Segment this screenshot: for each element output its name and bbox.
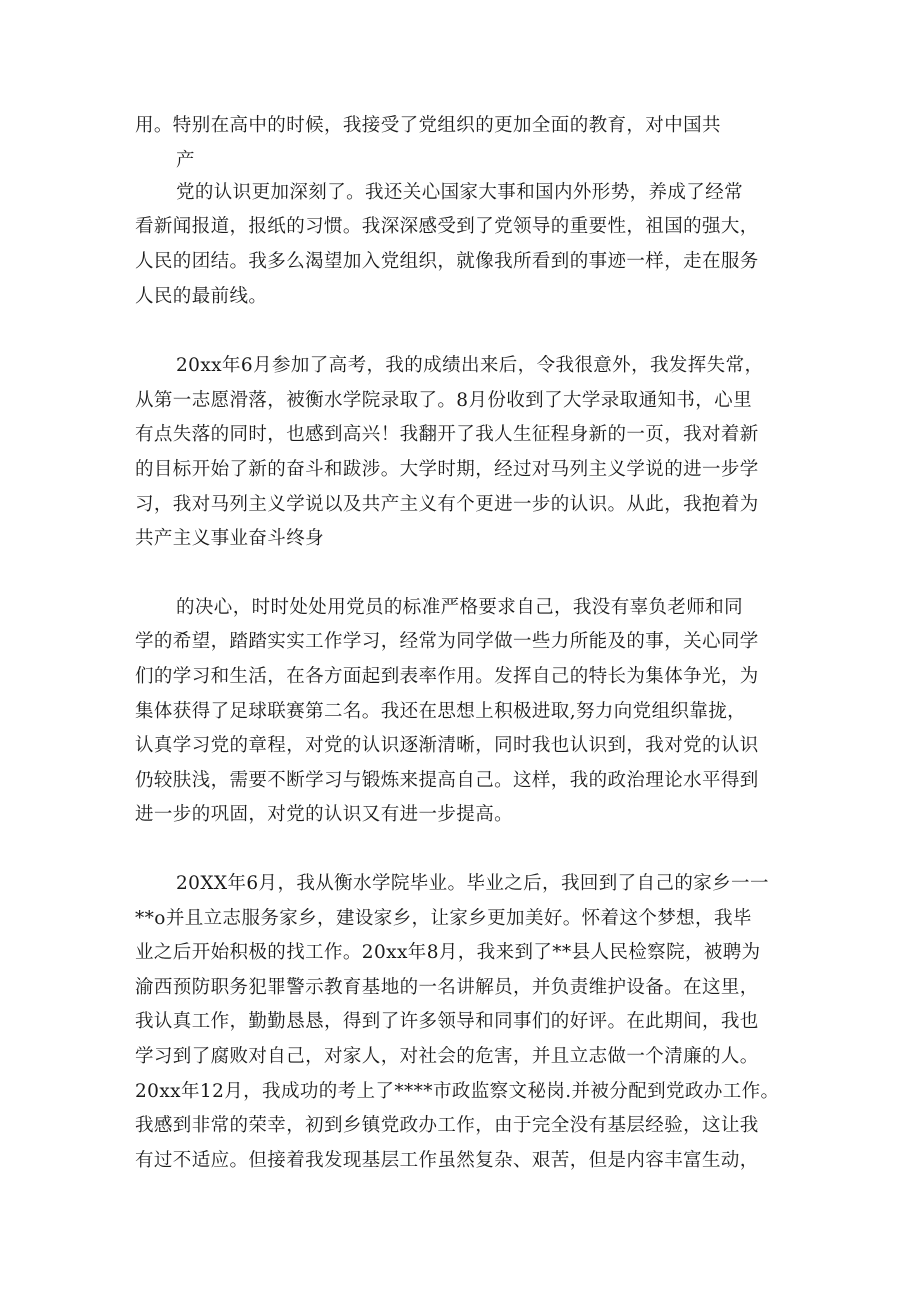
text-line: **o并且立志服务家乡，建设家乡，让家乡更加美好。怀着这个梦想，我毕: [135, 908, 752, 929]
text-line: 进一步的巩固，对党的认识又有进一步提高。: [135, 804, 514, 825]
text-line: 习，我对马列主义学说以及共产主义有个更进一步的认识。从此，我抱着为: [135, 494, 759, 515]
text-line: 认真学习党的章程，对党的认识逐渐清晰，同时我也认识到，我对党的认识: [135, 735, 759, 756]
paragraph-first-line: 的决心，时时处处用党员的标准严格要求自己，我没有辜负老师和同: [176, 597, 744, 618]
text-line: 人民的最前线。: [135, 286, 268, 307]
text-line: 我认真工作，勤勤恳恳，得到了许多领导和同事们的好评。在此期间，我也: [135, 1011, 759, 1032]
paragraph-first-line: 20xx年6月参加了高考，我的成绩出来后，令我很意外，我发挥失常，: [176, 355, 764, 376]
text-line: 人民的团结。我多么渴望加入党组织，就像我所看到的事迹一样，走在服务: [135, 251, 759, 272]
text-line: 集体获得了足球联赛第二名。我还在思想上积极进取,努力向党组织靠拢，: [135, 701, 747, 722]
text-line: 学的希望，踏踏实实工作学习，经常为同学做一些力所能及的事，关心同学: [135, 631, 759, 652]
text-line: 我感到非常的荣幸，初到乡镇党政办工作，由于完全没有基层经验，这让我: [135, 1115, 759, 1136]
text-line: 的目标开始了新的奋斗和跋涉。大学时期，经过对马列主义学说的进一步学: [135, 459, 759, 480]
text-line: 渝西预防职务犯罪警示教育基地的一名讲解员，并负责维护设备。在这里，: [135, 977, 759, 998]
text-line: 产: [176, 150, 195, 171]
text-line: 看新闻报道，报纸的习惯。我深深感受到了党领导的重要性，祖国的强大，: [135, 216, 759, 237]
text-line: 用。特别在高中的时候，我接受了党组织的更加全面的教育，对中国共: [135, 115, 721, 136]
text-line: 业之后开始积极的找工作。20xx年8月，我来到了**县人民检察院，被聘为: [135, 942, 761, 963]
text-line: 有过不适应。但接着我发现基层工作虽然复杂、艰苦，但是内容丰富生动，: [135, 1150, 759, 1171]
text-line: 共产主义事业奋斗终身: [135, 528, 325, 549]
text-line: 仍较肤浅，需要不断学习与锻炼来提高自己。这样，我的政治理论水平得到: [135, 770, 759, 791]
text-line: 们的学习和生活，在各方面起到表率作用。发挥自己的特长为集体争光，为: [135, 666, 759, 687]
paragraph-first-line: 20XX年6月，我从衡水学院毕业。毕业之后，我回到了自己的家乡一一: [176, 873, 769, 894]
text-line: 20xx年12月，我成功的考上了****市政监察文秘岗.并被分配到党政办工作。: [135, 1081, 780, 1102]
paragraph-first-line: 党的认识更加深刻了。我还关心国家大事和国内外形势，养成了经常: [176, 182, 744, 203]
text-line: 有点失落的同时，也感到高兴！我翻开了我人生征程身新的一页，我对着新: [135, 424, 759, 445]
text-line: 从第一志愿滑落，被衡水学院录取了。8月份收到了大学录取通知书，心里: [135, 390, 752, 411]
text-line: 学习到了腐败对自己，对家人，对社会的危害，并且立志做一个清廉的人。: [135, 1046, 759, 1067]
